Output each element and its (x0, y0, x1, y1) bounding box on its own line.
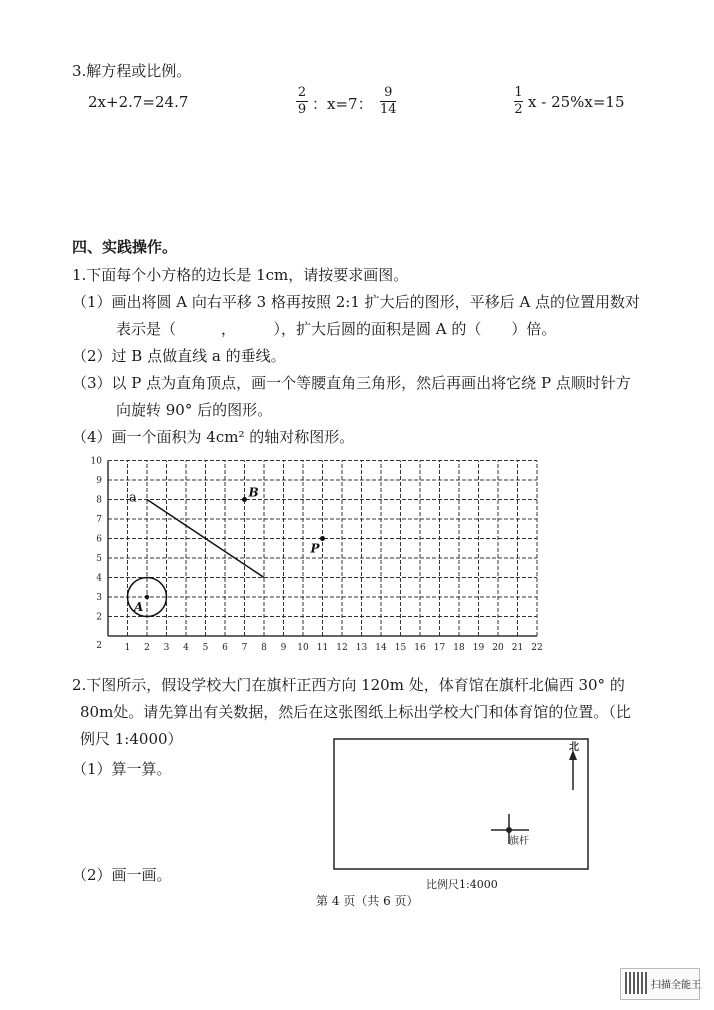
eq2-frac1-num: 2 (297, 85, 307, 100)
eq2-fraction-left (296, 86, 308, 117)
q1-part3-line2: 向旋转 90° 后的图形。 (116, 401, 273, 419)
x-tick-label: 16 (414, 643, 426, 653)
x-tick-label: 9 (280, 643, 287, 653)
x-tick-label: 4 (183, 643, 189, 653)
qr-code-icon (625, 972, 647, 994)
q1-part3-line1: （3）以 P 点为直角顶点，画一个等腰直角三角形，然后再画出将它绕 P 点顺时针方 (72, 374, 631, 392)
x-tick-label: 5 (202, 643, 209, 653)
map-frame (334, 739, 588, 869)
x-tick-label: 8 (261, 643, 267, 653)
line-a-label: a (129, 490, 137, 506)
x-tick-label: 17 (433, 643, 446, 653)
eq3-rest: x - 25%x=15 (528, 93, 625, 111)
circle-a-label: A (134, 600, 144, 614)
eq3-frac-den: 2 (514, 102, 523, 117)
watermark-text: 扫描全能王 (651, 980, 701, 991)
q2-sub2: （2）画一画。 (72, 866, 172, 884)
q2-line2: 80m处。请先算出有关数据，然后在这张图纸上标出学校大门和体育馆的位置。（比 (80, 703, 631, 721)
q2-sub1: （1）算一算。 (72, 760, 172, 778)
q1-part1-line2: 表示是（ ， ），扩大后圆的面积是圆 A 的（ ）倍。 (116, 320, 557, 338)
map-drawing (333, 738, 593, 874)
x-tick-label: 1 (124, 643, 131, 653)
x-tick-label: 3 (163, 643, 170, 653)
y-tick-label: 7 (96, 515, 102, 525)
q1-part1-line1: （1）画出将圆 A 向右平移 3 格再按照 2:1 扩大后的图形，平移后 A 点的位置用数对 (72, 293, 641, 311)
x-tick-label: 21 (511, 643, 524, 653)
q2-line3: 例尺 1:4000） (80, 730, 183, 748)
point-b (242, 497, 247, 502)
watermark-badge (620, 968, 700, 1000)
flagpole-label: 旗杆 (509, 836, 529, 847)
point-p (320, 536, 325, 541)
y-tick-label: 8 (96, 495, 102, 506)
x-tick-label: 19 (472, 643, 485, 653)
y-tick-label: 9 (96, 476, 102, 486)
q1-part4: （4）画一个面积为 4cm² 的轴对称图形。 (72, 428, 355, 446)
x-tick-label: 11 (316, 643, 329, 653)
x-tick-label: 7 (241, 643, 248, 653)
eq3-frac-num: 1 (514, 85, 523, 100)
origin-label: 2 (96, 641, 102, 651)
equation-1: 2x+2.7=24.7 (88, 93, 189, 111)
section3-heading: 3.解方程或比例。 (72, 62, 192, 80)
point-b-label: B (248, 485, 259, 500)
flagpole-point (506, 827, 512, 833)
eq2-fraction-right (380, 86, 397, 117)
q2-line1: 2.下图所示，假设学校大门在旗杆正西方向 120m 处，体育馆在旗杆北偏西 30° 的 (72, 676, 625, 694)
x-tick-label: 6 (222, 643, 228, 653)
section4-heading: 四、实践操作。 (72, 238, 178, 256)
x-tick-label: 2 (144, 643, 150, 653)
eq2-frac2-num: 9 (384, 85, 393, 100)
x-tick-label: 15 (394, 643, 407, 653)
eq2-frac2-den: 14 (380, 102, 397, 117)
grid-lines (108, 461, 537, 637)
y-tick-label: 4 (96, 573, 102, 584)
scale-caption: 比例尺1:4000 (426, 878, 498, 891)
eq3-fraction (514, 86, 523, 117)
circle-a-center (145, 595, 149, 599)
x-tick-label: 13 (355, 643, 368, 653)
y-tick-label: 2 (96, 612, 102, 623)
x-tick-label: 18 (453, 643, 465, 653)
x-tick-label: 14 (375, 643, 387, 653)
x-tick-label: 22 (531, 643, 543, 653)
q1-part2: （2）过 B 点做直线 a 的垂线。 (72, 347, 286, 365)
eq2-middle: ：x=7： (312, 95, 373, 113)
x-tick-label: 20 (492, 643, 504, 653)
north-label: 北 (569, 742, 579, 753)
eq2-frac1-den: 9 (297, 102, 307, 117)
y-tick-label: 6 (96, 534, 102, 545)
y-tick-label: 5 (96, 554, 102, 564)
x-tick-label: 10 (297, 643, 309, 653)
y-tick-label: 10 (90, 456, 102, 467)
coordinate-grid (88, 446, 548, 658)
x-tick-label: 12 (336, 643, 348, 653)
q1-stem: 1.下面每个小方格的边长是 1cm，请按要求画图。 (72, 266, 409, 284)
y-tick-label: 3 (96, 593, 102, 603)
point-p-label: P (310, 541, 320, 556)
page-number: 第 4 页（共 6 页） (316, 894, 419, 908)
